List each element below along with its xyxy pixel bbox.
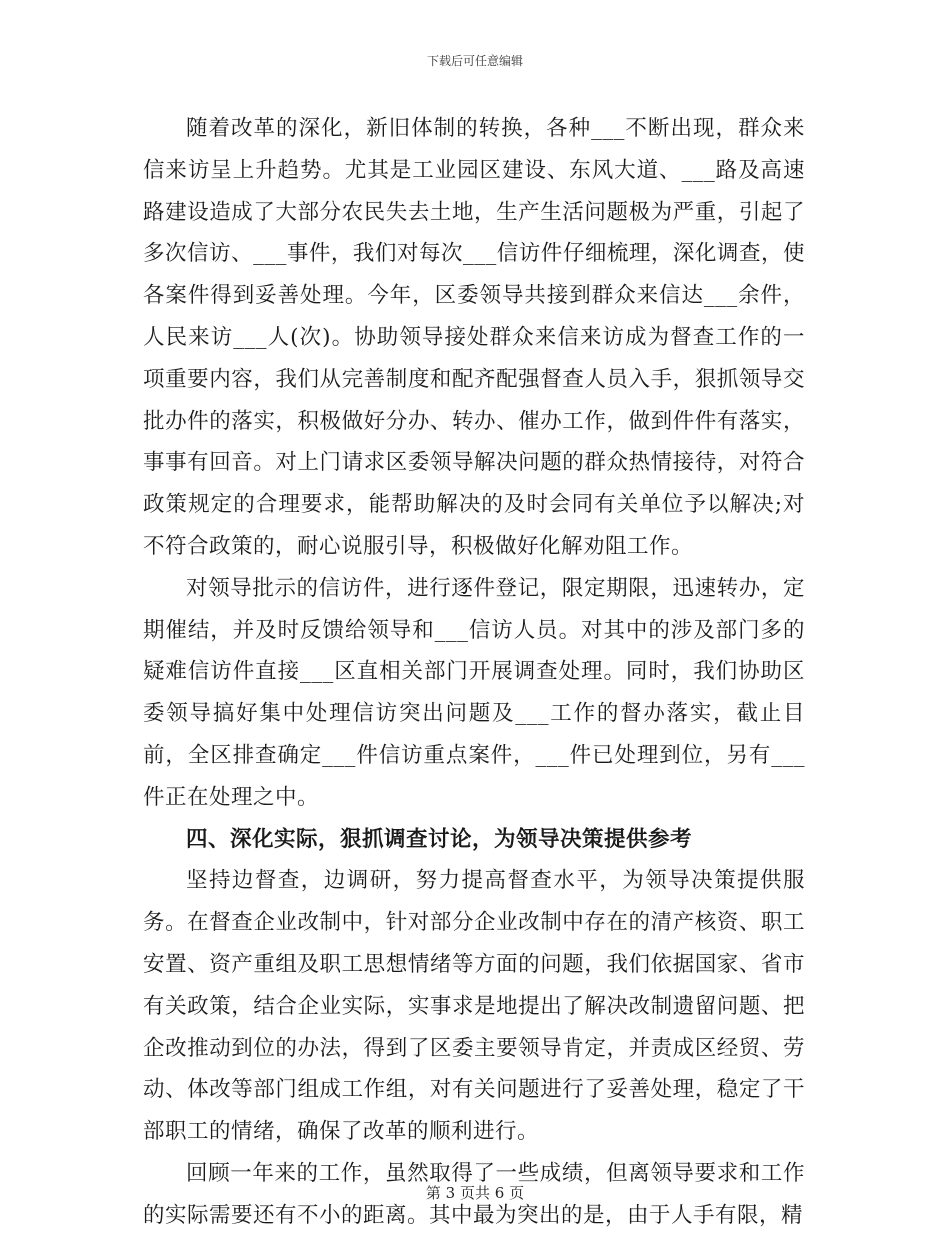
document-body xyxy=(143,108,805,1237)
paragraph-petition-handling: 随着改革的深化，新旧体制的转换，各种___不断出现，群众来信来访呈上升趋势。尤其是工业园区建设、东风大道、___路及高速路建设造成了大部分农民失去土地，生产生活问题极为严重，引起了多次信访、___事件，我们对每次___信访件仔细梳理，深化调查，使各案件得到妥善处理。今年，区委领导共接到群众来信达___余件，人民来访___人(次)。协助领导接处群众来信来访成为督查工作的一项重要内容，我们从完善制度和配齐配强督查人员入手，狠抓领导交批办件的落实，积极做好分办、转办、催办工作，做到件件有落实，事事有回音。对上门请求区委领导解决问题的群众热情接待，对符合政策规定的合理要求，能帮助解决的及时会同有关单位予以解决;对不符合政策的，耐心说服引导，积极做好化解劝阻工作。 xyxy=(143,116,805,559)
paragraph-review: 回顾一年来的工作，虽然取得了一些成绩，但离领导要求和工作的实际需要还有不小的距离。其中最为突出的是，由于人手有限，精 xyxy=(143,1160,805,1228)
page-header-note: 下载后可任意编辑 xyxy=(426,54,523,68)
page-number: 第 3 页共 6 页 xyxy=(425,1184,525,1202)
paragraph-instruction-cases: 对领导批示的信访件，进行逐件登记，限定期限，迅速转办，定期催结，并及时反馈给领导和___信访人员。对其中的涉及部门多的疑难信访件直接___区直相关部门开展调查处理。同时，我们协助区委领导搞好集中处理信访突出问题及___工作的督办落实，截止目前，全区排查确定___件信访重点案件，___件已处理到位，另有___件正在处理之中。 xyxy=(143,575,805,810)
section-heading-four: 四、深化实际，狠抓调查讨论，为领导决策提供参考 xyxy=(186,826,693,852)
paragraph-research-support: 坚持边督查，边调研，努力提高督查水平，为领导决策提供服务。在督查企业改制中，针对部分企业改制中存在的清产核资、职工安置、资产重组及职工思想情绪等方面的问题，我们依据国家、省市有关政策，结合企业实际，实事求是地提出了解决改制遗留问题、把企改推动到位的办法，得到了区委主要领导肯定，并责成区经贸、劳动、体改等部门组成工作组，对有关问题进行了妥善处理，稳定了干部职工的情绪，确保了改革的顺利进行。 xyxy=(143,868,805,1145)
